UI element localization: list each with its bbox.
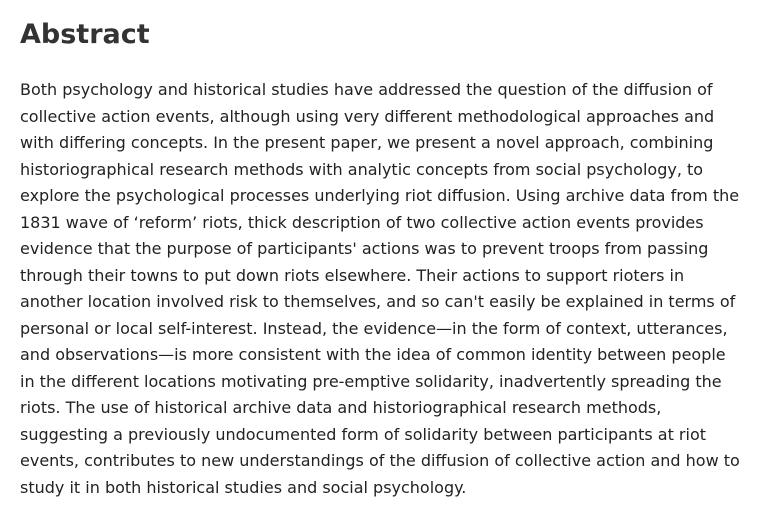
abstract-line: evidence that the purpose of participants' actions was to prevent troops from passing <box>20 239 709 258</box>
abstract-line: explore the psychological processes underlying riot diffusion. Using archive data from the <box>20 186 740 205</box>
abstract-line: with differing concepts. In the present paper, we present a novel approach, combining <box>20 133 714 152</box>
abstract-line: 1831 wave of ‘reform’ riots, thick description of two collective action events provides <box>20 212 704 232</box>
abstract-line: and observations—is more consistent with the idea of common identity between people <box>20 345 726 364</box>
abstract-line: suggesting a previously undocumented form of solidarity between participants at riot <box>20 424 707 444</box>
abstract-section <box>20 0 760 501</box>
abstract-heading: Abstract <box>20 19 150 50</box>
abstract-line: in the different locations motivating pre-emptive solidarity, inadvertently spreading the <box>20 371 722 391</box>
abstract-line: another location involved risk to themselves, and so can't easily be explained in terms of <box>20 292 736 311</box>
abstract-line: events, contributes to new understandings of the diffusion of collective action and how to <box>20 451 740 470</box>
abstract-line: study it in both historical studies and social psychology. <box>20 477 467 497</box>
abstract-line: collective action events, although using very different methodological approaches and <box>20 106 715 126</box>
abstract-line: Both psychology and historical studies have addressed the question of the diffusion of <box>20 80 713 99</box>
abstract-line: through their towns to put down riots elsewhere. Their actions to support rioters in <box>20 265 685 285</box>
abstract-line: personal or local self-interest. Instead, the evidence—in the form of context, utterances, <box>20 318 728 338</box>
abstract-line: riots. The use of historical archive data and historiographical research methods, <box>20 398 662 417</box>
abstract-line: historiographical research methods with analytic concepts from social psychology, to <box>20 159 704 179</box>
abstract-body <box>20 77 760 501</box>
